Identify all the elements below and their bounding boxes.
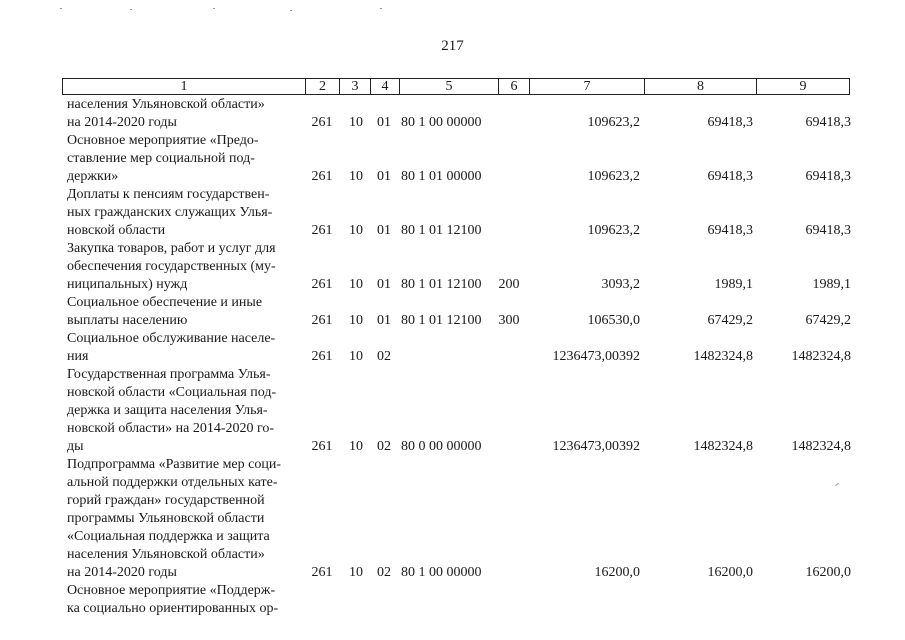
cell-col-3: 10 <box>349 565 363 580</box>
cell-col-3: 10 <box>349 169 363 184</box>
cell-col-8: 69418,3 <box>707 115 753 130</box>
cell-col-3: 10 <box>349 115 363 130</box>
cell-col-4: 01 <box>377 115 391 130</box>
cell-col-3: 10 <box>349 439 363 454</box>
cell-col-8: 1482324,8 <box>693 439 753 454</box>
page-number: 217 <box>441 38 464 54</box>
row-description: Социальное обеспечение и иные выплаты населению <box>67 295 263 328</box>
row-description: Закупка товаров, работ и услуг для обеспечения государственных (му- ниципальных) нужд <box>67 241 276 292</box>
cell-col-4: 02 <box>377 565 391 580</box>
cell-col-7: 16200,0 <box>594 565 640 580</box>
cell-col-8: 16200,0 <box>707 565 753 580</box>
header-col-1: 1 <box>62 78 305 95</box>
cell-col-6: 200 <box>498 277 520 292</box>
cell-col-5: 80 1 01 00000 <box>401 169 482 184</box>
row-description: Основное мероприятие «Поддерж- ка социально ориентированных ор- <box>67 583 279 616</box>
header-col-5: 5 <box>399 78 498 95</box>
cell-col-2: 261 <box>311 565 333 580</box>
cell-col-4: 01 <box>377 313 391 328</box>
cell-col-8: 67429,2 <box>707 313 753 328</box>
header-col-9: 9 <box>756 78 850 95</box>
cell-col-4: 01 <box>377 223 391 238</box>
cell-col-9: 16200,0 <box>805 565 851 580</box>
header-col-3: 3 <box>339 78 370 95</box>
cell-col-3: 10 <box>349 313 363 328</box>
cell-col-7: 106530,0 <box>587 313 640 328</box>
cell-col-4: 01 <box>377 277 391 292</box>
scan-speck <box>835 483 839 486</box>
cell-col-5: 80 1 01 12100 <box>401 223 482 238</box>
cell-col-9: 69418,3 <box>805 115 851 130</box>
cell-col-2: 261 <box>311 439 333 454</box>
cell-col-2: 261 <box>311 313 333 328</box>
row-description: Основное мероприятие «Предо- ставление мер социальной под- держки» <box>67 133 259 184</box>
cell-col-8: 1482324,8 <box>693 349 753 364</box>
scan-speck <box>130 9 132 10</box>
header-col-6: 6 <box>498 78 529 95</box>
cell-col-2: 261 <box>311 277 333 292</box>
cell-col-4: 01 <box>377 169 391 184</box>
row-description: Государственная программа Улья- новской области «Социальная под- держка и защита населения Улья- новской области» на 2014-2020 го- ды <box>67 367 277 454</box>
row-description: Социальное обслуживание населе- ния <box>67 331 276 364</box>
cell-col-3: 10 <box>349 349 363 364</box>
cell-col-4: 02 <box>377 439 391 454</box>
cell-col-9: 67429,2 <box>805 313 851 328</box>
cell-col-9: 1989,1 <box>812 277 851 292</box>
cell-col-2: 261 <box>311 115 333 130</box>
scan-speck <box>60 8 62 9</box>
cell-col-8: 69418,3 <box>707 169 753 184</box>
header-col-8: 8 <box>644 78 756 95</box>
cell-col-2: 261 <box>311 349 333 364</box>
cell-col-6: 300 <box>498 313 520 328</box>
cell-col-5: 80 1 00 00000 <box>401 115 482 130</box>
table-header <box>62 78 850 95</box>
row-description: Доплаты к пенсиям государствен- ных гражданских служащих Улья- новской области <box>67 187 273 238</box>
cell-col-4: 02 <box>377 349 391 364</box>
scan-speck <box>380 8 382 9</box>
cell-col-9: 1482324,8 <box>791 439 851 454</box>
cell-col-8: 1989,1 <box>714 277 753 292</box>
cell-col-9: 69418,3 <box>805 223 851 238</box>
cell-col-9: 69418,3 <box>805 169 851 184</box>
cell-col-7: 109623,2 <box>587 223 640 238</box>
cell-col-7: 109623,2 <box>587 169 640 184</box>
cell-col-9: 1482324,8 <box>791 349 851 364</box>
cell-col-3: 10 <box>349 277 363 292</box>
header-col-2: 2 <box>305 78 339 95</box>
row-description: населения Ульяновской области» на 2014-2020 годы <box>67 97 265 130</box>
row-description: Подпрограмма «Развитие мер соци- альной поддержки отдельных кате- горий граждан» государственной программы Ульяновской области «Социальная поддержка и защита населения Ульяновской области» на 2014-2020 годы <box>67 457 282 580</box>
cell-col-7: 1236473,00392 <box>552 439 640 454</box>
cell-col-5: 80 1 01 12100 <box>401 277 482 292</box>
cell-col-8: 69418,3 <box>707 223 753 238</box>
cell-col-7: 109623,2 <box>587 115 640 130</box>
cell-col-7: 3093,2 <box>601 277 640 292</box>
header-col-4: 4 <box>370 78 399 95</box>
cell-col-5: 80 1 01 12100 <box>401 313 482 328</box>
cell-col-3: 10 <box>349 223 363 238</box>
scan-speck <box>213 8 215 9</box>
cell-col-2: 261 <box>311 169 333 184</box>
cell-col-5: 80 0 00 00000 <box>401 439 482 454</box>
cell-col-5: 80 1 00 00000 <box>401 565 482 580</box>
header-col-7: 7 <box>529 78 644 95</box>
scan-speck <box>290 10 292 11</box>
cell-col-7: 1236473,00392 <box>552 349 640 364</box>
cell-col-2: 261 <box>311 223 333 238</box>
